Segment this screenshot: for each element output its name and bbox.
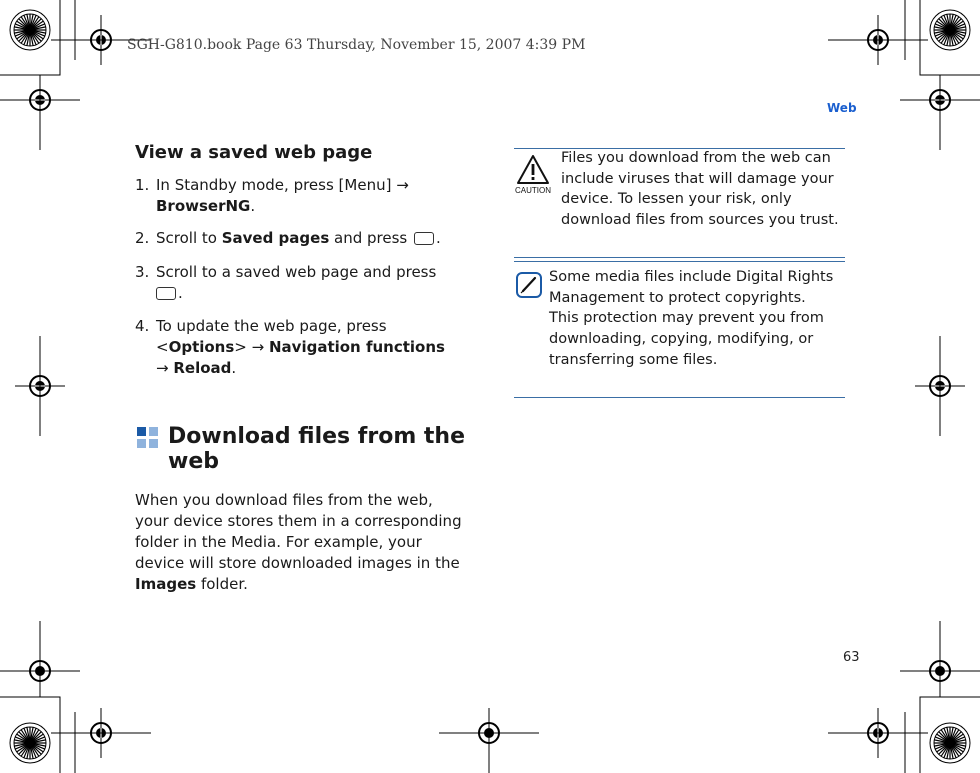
step-bold: BrowserNG xyxy=(156,197,251,215)
step-text: In Standby mode, press [Menu] → xyxy=(156,176,409,194)
step-4 xyxy=(135,316,465,379)
heading-squares-icon xyxy=(137,427,159,449)
note-pen-icon xyxy=(516,272,542,298)
confirm-key-icon xyxy=(156,287,176,300)
step-tail: . xyxy=(250,197,256,215)
step-tail: . xyxy=(178,284,183,302)
note-bottom-rule xyxy=(514,397,845,398)
step-2 xyxy=(135,228,465,249)
step-text: To update the web page, press xyxy=(156,317,387,335)
step-bold: Navigation functions xyxy=(268,338,445,356)
step-bold: Saved pages xyxy=(221,229,330,247)
body-text: folder. xyxy=(196,575,248,593)
step-text: Scroll to xyxy=(156,229,222,247)
book-info-header: SGH-G810.book Page 63 Thursday, November 15, 2007 4:39 PM xyxy=(127,37,586,53)
step-text: and press xyxy=(329,229,413,247)
step-number: 2. xyxy=(135,229,150,247)
page-number: 63 xyxy=(843,650,860,665)
heading-download-files: Download files from the web xyxy=(168,424,466,474)
step-tail: . xyxy=(436,229,441,247)
body-bold: Images xyxy=(135,575,197,593)
note-separator xyxy=(514,257,845,262)
step-tail: . xyxy=(231,359,237,377)
caution-text: Files you download from the web can include viruses that will damage your device. To lessen your risk, only download files from sources you trust. xyxy=(561,150,839,229)
drm-note-text: Some media files include Digital Rights Management to protect copyrights. This protection may prevent you from downloading, copying, modifying, or transferring some files. xyxy=(549,269,834,368)
step-1 xyxy=(135,175,465,217)
download-description xyxy=(135,490,465,595)
angle-close: > xyxy=(234,338,247,356)
subheading-view-saved-page: View a saved web page xyxy=(135,142,373,163)
body-text: When you download files from the web, your device stores them in a corresponding folder in the Media. For example, your device will store downloaded images in the xyxy=(135,491,462,572)
confirm-key-icon xyxy=(414,232,434,245)
step-number: 4. xyxy=(135,317,150,335)
caution-label: CAUTION xyxy=(515,186,551,195)
step-bold: Reload xyxy=(173,359,232,377)
step-text: Scroll to a saved web page and press xyxy=(156,263,437,281)
angle-open: < xyxy=(156,338,169,356)
step-number: 1. xyxy=(135,176,150,194)
caution-icon xyxy=(513,153,553,197)
arrow: → xyxy=(156,359,174,377)
section-title: Web xyxy=(827,101,857,115)
step-3 xyxy=(135,262,465,304)
step-bold: Options xyxy=(168,338,235,356)
step-number: 3. xyxy=(135,263,150,281)
arrow: → xyxy=(246,338,269,356)
